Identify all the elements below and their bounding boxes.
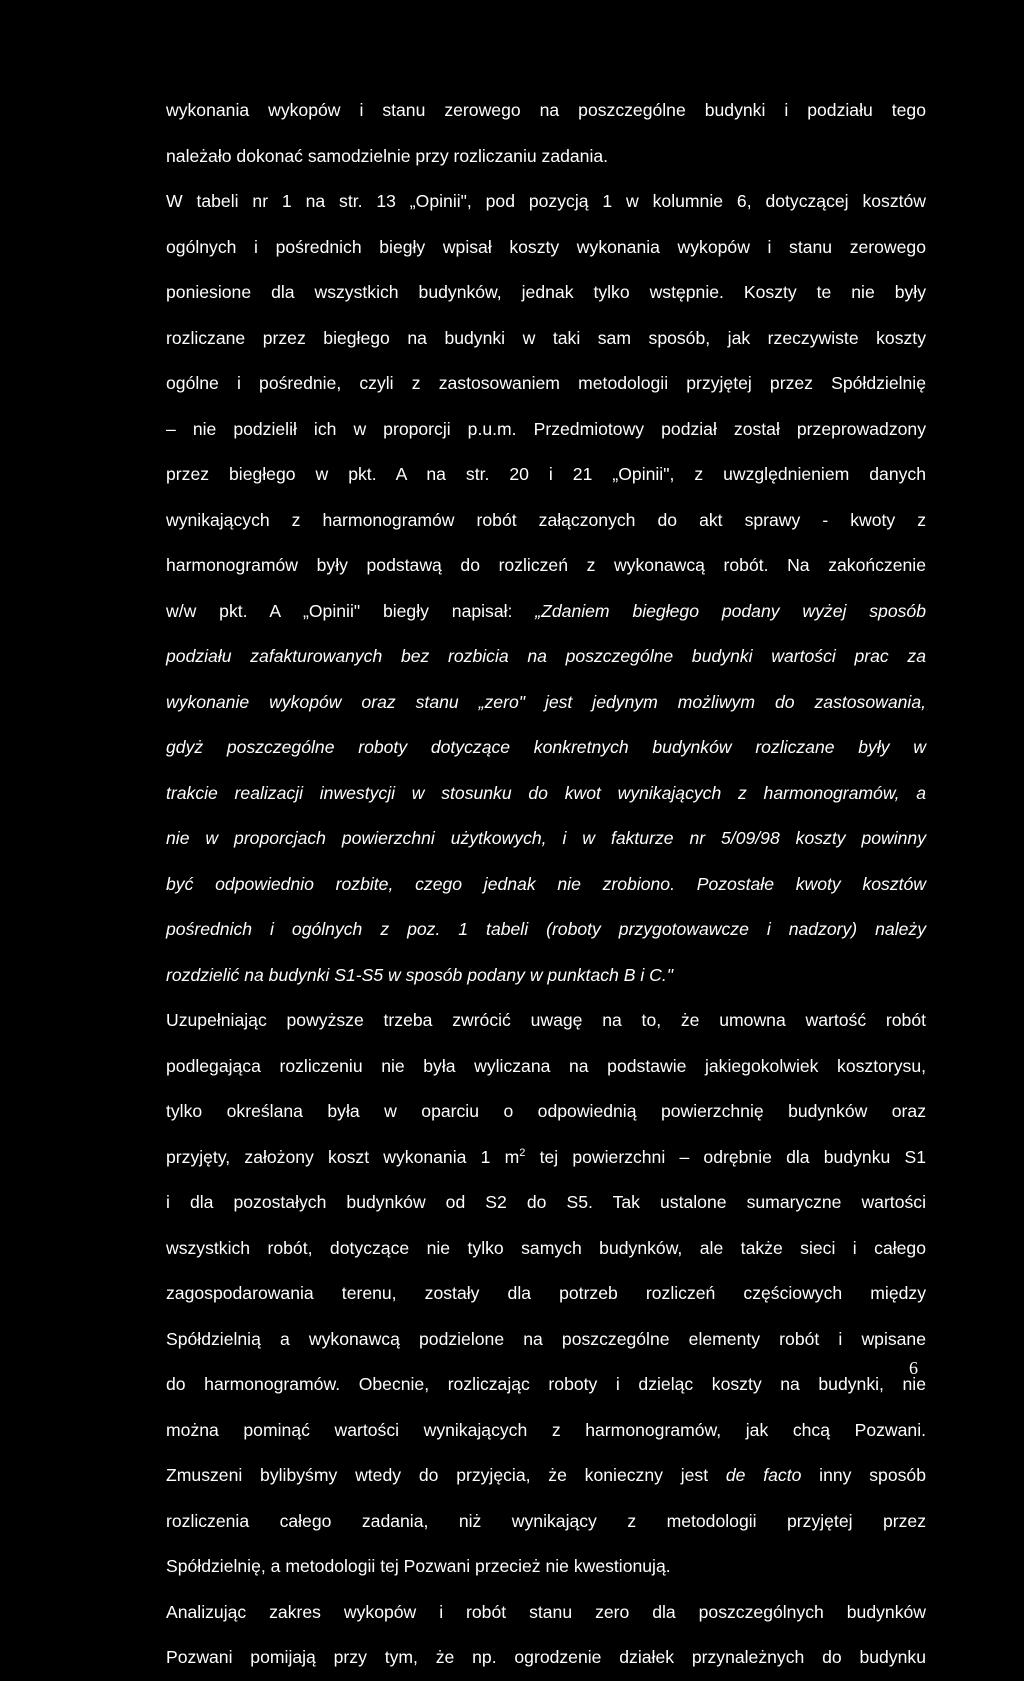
text-line: ogólne i pośrednie, czyli z zastosowaniem metodologii przyjętej przez Spółdzielnię [166, 373, 926, 393]
text-line: Spółdzielnią a wykonawcą podzielone na poszczególne elementy robót i wpisane [166, 1328, 926, 1349]
quote-line: nie w proporcjach powierzchni użytkowych, i w fakturze nr 5/09/98 koszty powinny [166, 828, 926, 848]
text-line: harmonogramów były podstawą do rozliczeń z wykonawcą robót. Na zakończenie [166, 555, 926, 575]
superscript: 2 [519, 1146, 526, 1159]
text-line: w/w pkt. A „Opinii" biegły napisał: „Zdaniem biegłego podany wyżej sposób [166, 600, 926, 621]
text-line: rozliczane przez biegłego na budynki w taki sam sposób, jak rzeczywiste koszty [166, 327, 926, 348]
text-line: podlegająca rozliczeniu nie była wyliczana na podstawie jakiegokolwiek kosztorysu, [166, 1055, 926, 1076]
quote-line: rozdzielić na budynki S1-S5 w sposób podany w punktach B i C." [166, 964, 673, 985]
page-number: 6 [909, 1358, 918, 1378]
quote-text: „Zdaniem biegłego podany wyżej sposób [535, 600, 926, 621]
text-line: ogólnych i pośrednich biegły wpisał koszty wykonania wykopów i stanu zerowego [166, 236, 926, 257]
text-line: tylko określana była w oparciu o odpowiednią powierzchnię budynków oraz [166, 1101, 926, 1121]
quote-line: trakcie realizacji inwestycji w stosunku do kwot wynikających z harmonogramów, a [166, 782, 926, 803]
text-line: Analizując zakres wykopów i robót stanu zero dla poszczególnych budynków [166, 1601, 926, 1622]
document-page [166, 88, 926, 1681]
quote-line: pośrednich i ogólnych z poz. 1 tabeli (roboty przygotowawcze i nadzory) należy [166, 919, 926, 939]
latin-phrase: de facto [725, 1465, 802, 1485]
text-line: – nie podzielił ich w proporcji p.u.m. Przedmiotowy podział został przeprowadzony [166, 418, 926, 439]
text-line: wszystkich robót, dotyczące nie tylko samych budynków, ale także sieci i całego [166, 1237, 926, 1258]
text-line: wynikających z harmonogramów robót załączonych do akt sprawy - kwoty z [166, 509, 926, 530]
text-line: przez biegłego w pkt. A na str. 20 i 21 „Opinii", z uwzględnieniem danych [166, 464, 926, 484]
text-line: wykonania wykopów i stanu zerowego na poszczególne budynki i podziału tego [166, 100, 926, 120]
text-line: Zmuszeni bylibyśmy wtedy do przyjęcia, że konieczny jest de facto inny sposób [166, 1465, 926, 1485]
text-line: zagospodarowania terenu, zostały dla potrzeb rozliczeń częściowych między [166, 1283, 926, 1303]
text-line: do harmonogramów. Obecnie, rozliczając roboty i dzieląc koszty na budynki, nie [166, 1374, 926, 1394]
text-line: należało dokonać samodzielnie przy rozliczaniu zadania. [166, 145, 609, 166]
text-line: poniesione dla wszystkich budynków, jednak tylko wstępnie. Koszty te nie były [166, 282, 926, 302]
text-line: i dla pozostałych budynków od S2 do S5. Tak ustalone sumaryczne wartości [166, 1192, 926, 1212]
text-line: rozliczenia całego zadania, niż wynikający z metodologii przyjętej przez [166, 1510, 926, 1531]
text-line: W tabeli nr 1 na str. 13 „Opinii", pod pozycją 1 w kolumnie 6, dotyczącej kosztów [166, 191, 926, 211]
text-line: można pominąć wartości wynikających z harmonogramów, jak chcą Pozwani. [166, 1419, 926, 1440]
quote-line: wykonanie wykopów oraz stanu „zero" jest jedynym możliwym do zastosowania, [166, 691, 926, 712]
text-line: przyjęty, założony koszt wykonania 1 $m^2$ tej powierzchni – odrębnie dla budynku S1 [166, 1146, 926, 1167]
quote-line: być odpowiednio rozbite, czego jednak nie zrobiono. Pozostałe kwoty kosztów [166, 873, 926, 894]
quote-line: gdyż poszczególne roboty dotyczące konkretnych budynków rozliczane były w [166, 737, 926, 757]
quote-line: podziału zafakturowanych bez rozbicia na poszczególne budynki wartości prac za [166, 646, 926, 666]
text-line: Spółdzielnię, a metodologii tej Pozwani przecież nie kwestionują. [166, 1556, 671, 1576]
text-line: Pozwani pomijają przy tym, że np. ogrodzenie działek przynależnych do budynku [166, 1647, 926, 1667]
text-line: Uzupełniając powyższe trzeba zwrócić uwagę na to, że umowna wartość robót [166, 1010, 926, 1030]
